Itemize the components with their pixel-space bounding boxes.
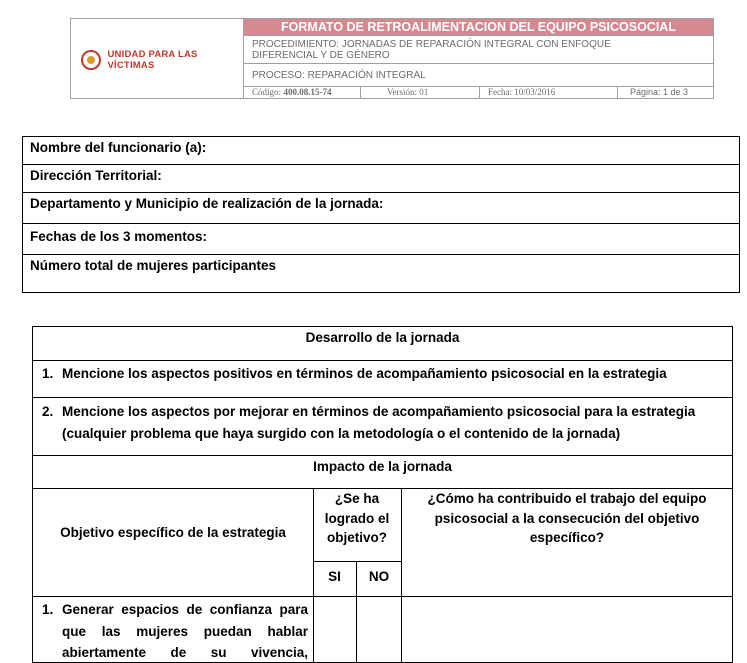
objective-row-1 [33,597,732,662]
info-table [22,136,740,293]
version-cell: Versión: 01 [361,87,480,98]
column-divider [356,597,357,662]
question-1-number: 1. [42,366,54,381]
question-2 [33,398,732,456]
question-2-text [62,401,695,455]
objective-column-header: Objetivo específico de la estrategia [60,525,286,540]
document-header [70,18,714,99]
procedure-line-1: PROCEDIMIENTO: JORNADAS DE REPARACIÓN INTEGRAL CON ENFOQUE [252,39,611,50]
objective-1-line-2: que las mujeres puedan hablar [62,623,308,639]
impact-title: Impacto de la jornada [33,456,732,489]
code-value: 400.08.15-74 [283,87,332,97]
achieved-line-2: logrado el [324,510,390,526]
logo-cell [71,19,244,98]
objective-1-line-3: abiertamente de su vivencia, [62,645,308,660]
objective-1 [42,599,308,662]
question-2-line-1: Mencione los aspectos por mejorar en términos de acompañamiento psicosocial para la estrategia [62,404,696,419]
objective-1-line-1: Generar espacios de confianza para [62,602,308,617]
code-label: Código: [252,87,282,97]
procedure-line-2: DIFERENCIAL Y DE GÉNERO [252,50,390,61]
contribution-column-header [402,489,732,548]
contribution-line-1: ¿Cómo ha contribuido el trabajo del equipo [427,491,707,506]
column-divider [313,597,314,662]
info-row-mujeres: Número total de mujeres participantes [30,258,277,273]
unidad-victimas-logo [81,49,243,71]
form-title: FORMATO DE RETROALIMENTACION DEL EQUIPO PSICOSOCIAL [244,19,713,36]
question-2-number: 2. [42,404,54,419]
si-column-header: SI [328,569,341,584]
question-1 [33,361,732,398]
procedure-text [244,36,713,64]
contribution-line-3: específico? [529,530,605,545]
seal-icon [81,50,101,70]
achieved-line-1: ¿Se ha [334,491,380,506]
info-row-funcionario: Nombre del funcionario (a): [23,137,739,165]
info-row-departamento: Departamento y Municipio de realización de la jornada: [23,193,739,224]
objective-1-number: 1. [42,602,54,617]
date-cell: Fecha: 10/03/2016 [480,87,618,98]
achieved-column-header [313,489,401,548]
logo-text: UNIDAD PARA LAS VÍCTIMAS [107,49,198,71]
question-2-line-2: (cualquier problema que haya surgido con la metodología o el contenido de la jornada) [62,426,621,441]
info-row-direccion: Dirección Territorial: [23,165,739,193]
code-cell [244,87,361,98]
document-meta [244,87,713,98]
development-title: Desarrollo de la jornada [33,327,732,361]
objective-1-text [62,599,308,662]
achieved-line-3: objetivo? [327,530,387,545]
development-table [32,326,733,663]
info-row-fechas: Fechas de los 3 momentos: [23,224,739,255]
no-column-header: NO [368,569,390,584]
contribution-line-2: psicosocial a la consecución del objetivo [434,510,700,526]
column-divider [401,597,402,662]
process-text: PROCESO: REPARACIÓN INTEGRAL [244,64,713,87]
impact-header-grid [33,489,732,597]
page-cell: Página: 1 de 3 [630,87,689,97]
question-1-text: Mencione los aspectos positivos en términos de acompañamiento psicosocial en la estrategia [62,366,667,381]
